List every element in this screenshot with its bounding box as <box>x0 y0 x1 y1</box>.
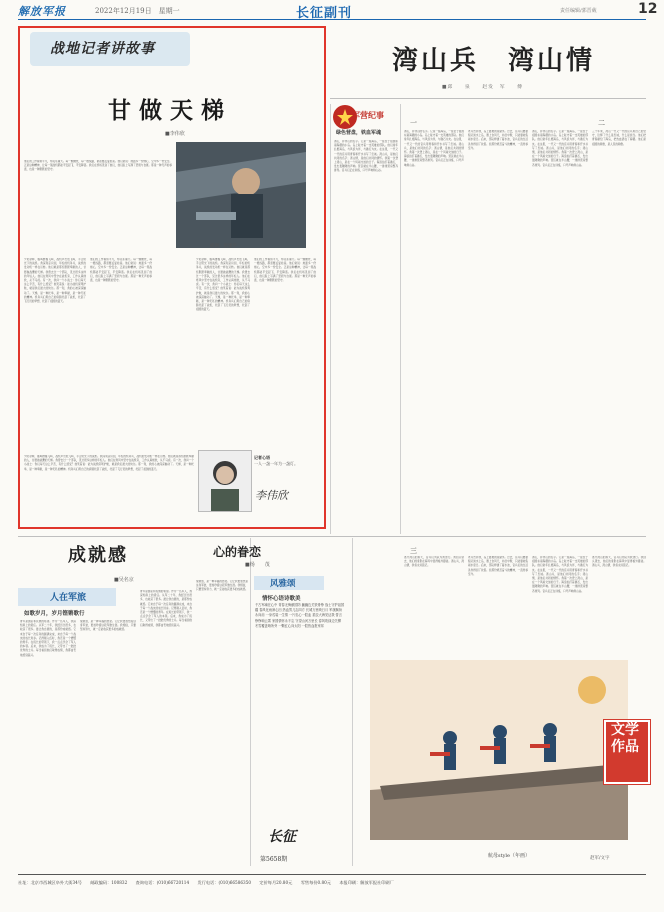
carrier-artwork-svg <box>370 660 628 840</box>
literature-badge-label: 文学作品 <box>611 722 639 755</box>
feature-body-col5: 他们的工作看似平凡，却关系重大。每一颗螺丝，每一根线路，都需要反复检查。他们常说：地面多一份细心，空中多一份安全。正是这种精神，让每一架战机都能平安起飞、平安降落。我们在机场见到了他们，他们脸上写满了坚毅与自豪。那是一种无声的承诺，也是一种默默的坚守。 <box>254 258 316 283</box>
wanshan-body-col4: 三十年来，湾山一代又一代的官兵用自己的坚守，诠释了什么是忠诚，什么是担当。他们把青春献给了海岛，把热血洒在了海疆。他们是祖国的骄傲，是人民的骄傲。 <box>592 130 646 146</box>
author-signature: 李伟欣 <box>255 489 288 502</box>
col-divider <box>400 104 401 534</box>
chengjiu-author: ■吴名京 <box>114 577 134 583</box>
section-marker-three: 三 <box>410 547 417 555</box>
issue-number: 第5658期 <box>260 856 288 863</box>
feature-banner-label: 战地记者讲故事 <box>50 41 155 57</box>
page-number: 12 <box>638 1 658 17</box>
mid-rule <box>18 536 646 537</box>
poem-title: 情怀心语诗歌美 <box>262 596 301 602</box>
footer-rule <box>18 874 646 875</box>
feature-title: 甘做天梯 <box>108 97 232 124</box>
changzheng-logo: 长征 <box>268 829 296 845</box>
carrier-artwork <box>370 660 628 840</box>
artwork-caption: 航母style（年画） <box>488 853 530 859</box>
section-title: 长征副刊 <box>296 6 353 21</box>
chengjiu-body-col1: 青年是国家和民族的希望。作为一名军人，我深知肩上的责任。从军二十年，我经历过很多，也收获了很多。最让我自豪的，是那份成就感。它来自于每一次任务的圆满完成，来自于每一个战友的成长进步。记得刚入伍时，我还是一个懵懂的青年。在班长的带领下，我一点点学会了军人的本领。后来，我成为了班长，又带出了一批批优秀的士兵。每当看到他们取得成绩，我都由衷地感到高兴。 <box>20 620 76 657</box>
wanshan-body-col1: 湾山，并非山的名字。它是一座海岛，一座位于祖国东南海疆的小岛。岛上驻守着一支英雄的部队。他们常年扎根海岛，与风浪为伴，与礁石为友。在这里，一代又一代的官兵用青春和汗水书写了忠诚。湾山兵，是他们共同的名字；湾山情，是他们共同的情怀。我第一次登上湾山，是在一个风雨交加的日子。海浪拍打着礁石，发出轰隆隆的声响。营区就在半山腰，一排排营房整齐排列。官兵们正在训练，口号声响彻山谷。 <box>404 130 464 167</box>
feature-body-col2: 他们的工作看似平凡，却关系重大。每一颗螺丝，每一根线路，都需要反复检查。他们常说：地面多一份细心，空中多一份安全。正是这种精神，让每一架战机都能平安起飞、平安降落。我们在机场见到了他们，他们脸上写满了坚毅与自豪。那是一种无声的承诺，也是一种默默的坚守。 <box>90 258 152 283</box>
artwork-editor: 赵军/文字 <box>590 856 610 861</box>
top-rule <box>18 19 646 20</box>
editor-credit: 责任编辑/郭晋葳 <box>560 8 597 14</box>
wanshan-author: ■邱 泉 赵发 军 傅 <box>442 85 523 90</box>
sidebar-subtitle: 绿色营盘，铁血军魂 <box>336 130 382 136</box>
section-marker-two: 二 <box>598 119 605 127</box>
feature-body-col3: 他们的工作看似平凡，却关系重大。每一颗螺丝，每一根线路，都需要反复检查。他们常说：地面多一份细心，空中多一份安全。正是这种精神，让每一架战机都能平安起飞、平安降落。我们在机场见到了他们，他们脸上写满了坚毅与自豪。那是一种无声的承诺，也是一种默默的坚守。 <box>24 160 172 172</box>
feature-body-col1: 夕阳余晖，雁鸣群雁飞鸣，战机声出低飞鸣，手合阳光下的战机。我深刻意识到，年轻的机务兵，战机的发动机一样在运转。他们就是那些默默奉献的人，甘愿做战鹰的天梯。我曾去过一个部队，见过很多这样的年轻人。他们在寒风中坚守在战机旁，工作认真细致，从不马虎。有一次，我问一个小战士：你们每天这么辛苦，有什么感受？他笑着说：能为战机保驾护航，就是我们最大的快乐。那一刻，我的心被深深触动了。天梯，是一种托举，是一种奉献，是一种无私的精神。机务兵们用自己的肩膀托起了战机，托起了飞行员的梦想，托起了祖国的蓝天。 <box>24 258 86 304</box>
author-note <box>254 455 314 467</box>
wanshan-body-col3: 湾山，并非山的名字。它是一座海岛，一座位于祖国东南海疆的小岛。岛上驻守着一支英雄的部队。他们常年扎根海岛，与风浪为伴，与礁石为友。在这里，一代又一代的官兵用青春和汗水书写了忠诚。湾山兵，是他们共同的名字；湾山情，是他们共同的情怀。我第一次登上湾山，是在一个风雨交加的日子。海浪拍打着礁石，发出轰隆隆的声响。营区就在半山腰，一排排营房整齐排列。官兵们正在训练，口号声响彻山谷。 <box>532 130 588 167</box>
fengyasong-label: 风雅颂 <box>270 579 296 589</box>
xindejuanlian-title: 心的眷恋 <box>213 545 262 559</box>
wanshan-body-col8: 离开湾山的那天，官兵们列队为我送行。我回头望去，他们的身影在海风中显得格外挺拔。湾山兵，湾山情，我将永远铭记。 <box>592 556 646 568</box>
feature-body-col7: 夕阳余晖，雁鸣群雁飞鸣，战机声出低飞鸣，手合阳光下的战机。我深刻意识到，年轻的机务兵，战机的发动机一样在运转。他们就是那些默默奉献的人，甘愿做战鹰的天梯。我曾去过一个部队，见过很多这样的年轻人。他们在寒风中坚守在战机旁，工作认真细致，从不马虎。有一次，我问一个小战士：你们每天这么辛苦，有什么感受？他笑着说：能为战机保驾护航，就是我们最大的快乐。那一刻，我的心被深深触动了。天梯，是一种托举，是一种奉献，是一种无私的精神。机务兵们用自己的肩膀托起了战机，托起了飞行员的梦想，托起了祖国的蓝天。 <box>24 455 194 471</box>
column-subtitle: 如歌岁月，岁月铿锵歌行 <box>24 611 85 617</box>
chengjiu-body-col3: 青年是国家和民族的希望。作为一名军人，我深知肩上的责任。从军二十年，我经历过很多，也收获了很多。最让我自豪的，是那份成就感。它来自于每一次任务的圆满完成，来自于每一个战友的成长进步。记得刚入伍时，我还是一个懵懂的青年。在班长的带领下，我一点点学会了军人的本领。后来，我成为了班长，又带出了一批批优秀的士兵。每当看到他们取得成绩，我都由衷地感到高兴。 <box>140 590 192 627</box>
author-portrait <box>198 450 252 512</box>
feature-body-col4: 夕阳余晖，雁鸣群雁飞鸣，战机声出低飞鸣，手合阳光下的战机。我深刻意识到，年轻的机务兵，战机的发动机一样在运转。他们就是那些默默奉献的人，甘愿做战鹰的天梯。我曾去过一个部队，见过很多这样的年轻人。他们在寒风中坚守在战机旁，工作认真细致，从不马虎。有一次，我问一个小战士：你们每天这么辛苦，有什么感受？他笑着说：能为战机保驾护航，就是我们最大的快乐。那一刻，我的心被深深触动了。天梯，是一种托举，是一种奉献，是一种无私的精神。机务兵们用自己的肩膀托起了战机，托起了飞行员的梦想，托起了祖国的蓝天。 <box>196 258 250 312</box>
sidebar-title: 军营纪事 <box>352 110 384 120</box>
chengjiu-body-col4: 成就感，是一种幸福的感觉。它让我更加热爱这身军装，更加珍惜这段军旅生涯。我相信，只要坚持努力，就一定能收获更多的成就感。 <box>196 580 248 592</box>
section-marker-one: 一 <box>410 119 417 127</box>
wanshan-title-rule <box>330 98 646 99</box>
col-divider <box>330 104 331 534</box>
newspaper-logo: 解放军报 <box>18 5 66 18</box>
mechanic-illustration <box>176 142 306 248</box>
wanshan-body-col6: 老兵告诉我，岛上最难的是缺水。过去，官兵们要靠船运淡水上岛，遇上台风天，补给中断，只能靠收集雨水度日。后来，部队修建了蓄水池，官兵们的生活条件得到了改善。但那份艰苦奋斗的精神，一直传承至今。 <box>468 556 528 576</box>
footer-address: 社址：北京市西城区阜外大街34号 邮政编码：100832 查询电话：(010)66720114 发行电话：(010)66586350 定价每月20.80元 零售每份0.80元 本报印刷：解放军报社印刷厂 <box>18 880 394 885</box>
chengjiu-title: 成就感 <box>68 545 128 566</box>
author-note-text: 一人一盏一年为一盏灯。 <box>254 461 298 466</box>
wanshan-body-col7: 湾山，并非山的名字。它是一座海岛，一座位于祖国东南海疆的小岛。岛上驻守着一支英雄的部队。他们常年扎根海岛，与风浪为伴，与礁石为友。在这里，一代又一代的官兵用青春和汗水书写了忠诚。湾山兵，是他们共同的名字；湾山情，是他们共同的情怀。我第一次登上湾山，是在一个风雨交加的日子。海浪拍打着礁石，发出轰隆隆的声响。营区就在半山腰，一排排营房整齐排列。官兵们正在训练，口号声响彻山谷。 <box>532 556 588 593</box>
wanshan-body-col2: 老兵告诉我，岛上最难的是缺水。过去，官兵们要靠船运淡水上岛，遇上台风天，补给中断，只能靠收集雨水度日。后来，部队修建了蓄水池，官兵们的生活条件得到了改善。但那份艰苦奋斗的精神，一直传承至今。 <box>468 130 528 150</box>
xindejuanlian-author: ■杨 茂 <box>245 562 270 568</box>
column-label: 人在军旅 <box>50 593 87 603</box>
feature-author: ■李伟欣 <box>165 131 185 137</box>
col-divider <box>352 538 353 866</box>
chengjiu-body-col2: 成就感，是一种幸福的感觉。它让我更加热爱这身军装，更加珍惜这段军旅生涯。我相信，只要坚持努力，就一定能收获更多的成就感。 <box>80 620 136 632</box>
col-divider <box>250 538 251 866</box>
author-note-title: 记者心语 <box>254 455 270 460</box>
issue-date: 2022年12月19日 星期一 <box>95 7 180 15</box>
wanshan-title: 湾山兵 湾山情 <box>392 46 596 76</box>
sidebar-body: 湾山，并非山的名字。它是一座海岛，一座位于祖国东南海疆的小岛。岛上驻守着一支英雄的部队。他们常年扎根海岛，与风浪为伴，与礁石为友。在这里，一代又一代的官兵用青春和汗水书写了忠诚。湾山兵，是他们共同的名字；湾山情，是他们共同的情怀。我第一次登上湾山，是在一个风雨交加的日子。海浪拍打着礁石，发出轰隆隆的声响。营区就在半山腰，一排排营房整齐排列。官兵们正在训练，口号声响彻山谷。 <box>334 140 398 173</box>
wanshan-body-col5: 离开湾山的那天，官兵们列队为我送行。我回头望去，他们的身影在海风中显得格外挺拔。湾山兵，湾山情，我将永远铭记。 <box>404 556 464 568</box>
mechanic-illustration-svg <box>176 142 306 248</box>
photo-caption: 插图：唐建平 <box>210 244 237 249</box>
poem-body: 千古军魂在心中 青春无悔献国防 巍巍边关铁骨铮 战士守护祖国疆 春风化雨润心田 热血男儿志四方 长城万里映日月 军旗飘扬永向前 一身戎装一生情 一片忠心一腔血 星辰大海见证我 誓言铮铮响云霄 家国情怀永不忘 守望山河万里长 春风吹绿边关柳 冬雪覆盖哨所旁 一颗红心向太阳 一腔热血报家邦 <box>255 603 345 628</box>
portrait-svg <box>199 451 251 511</box>
